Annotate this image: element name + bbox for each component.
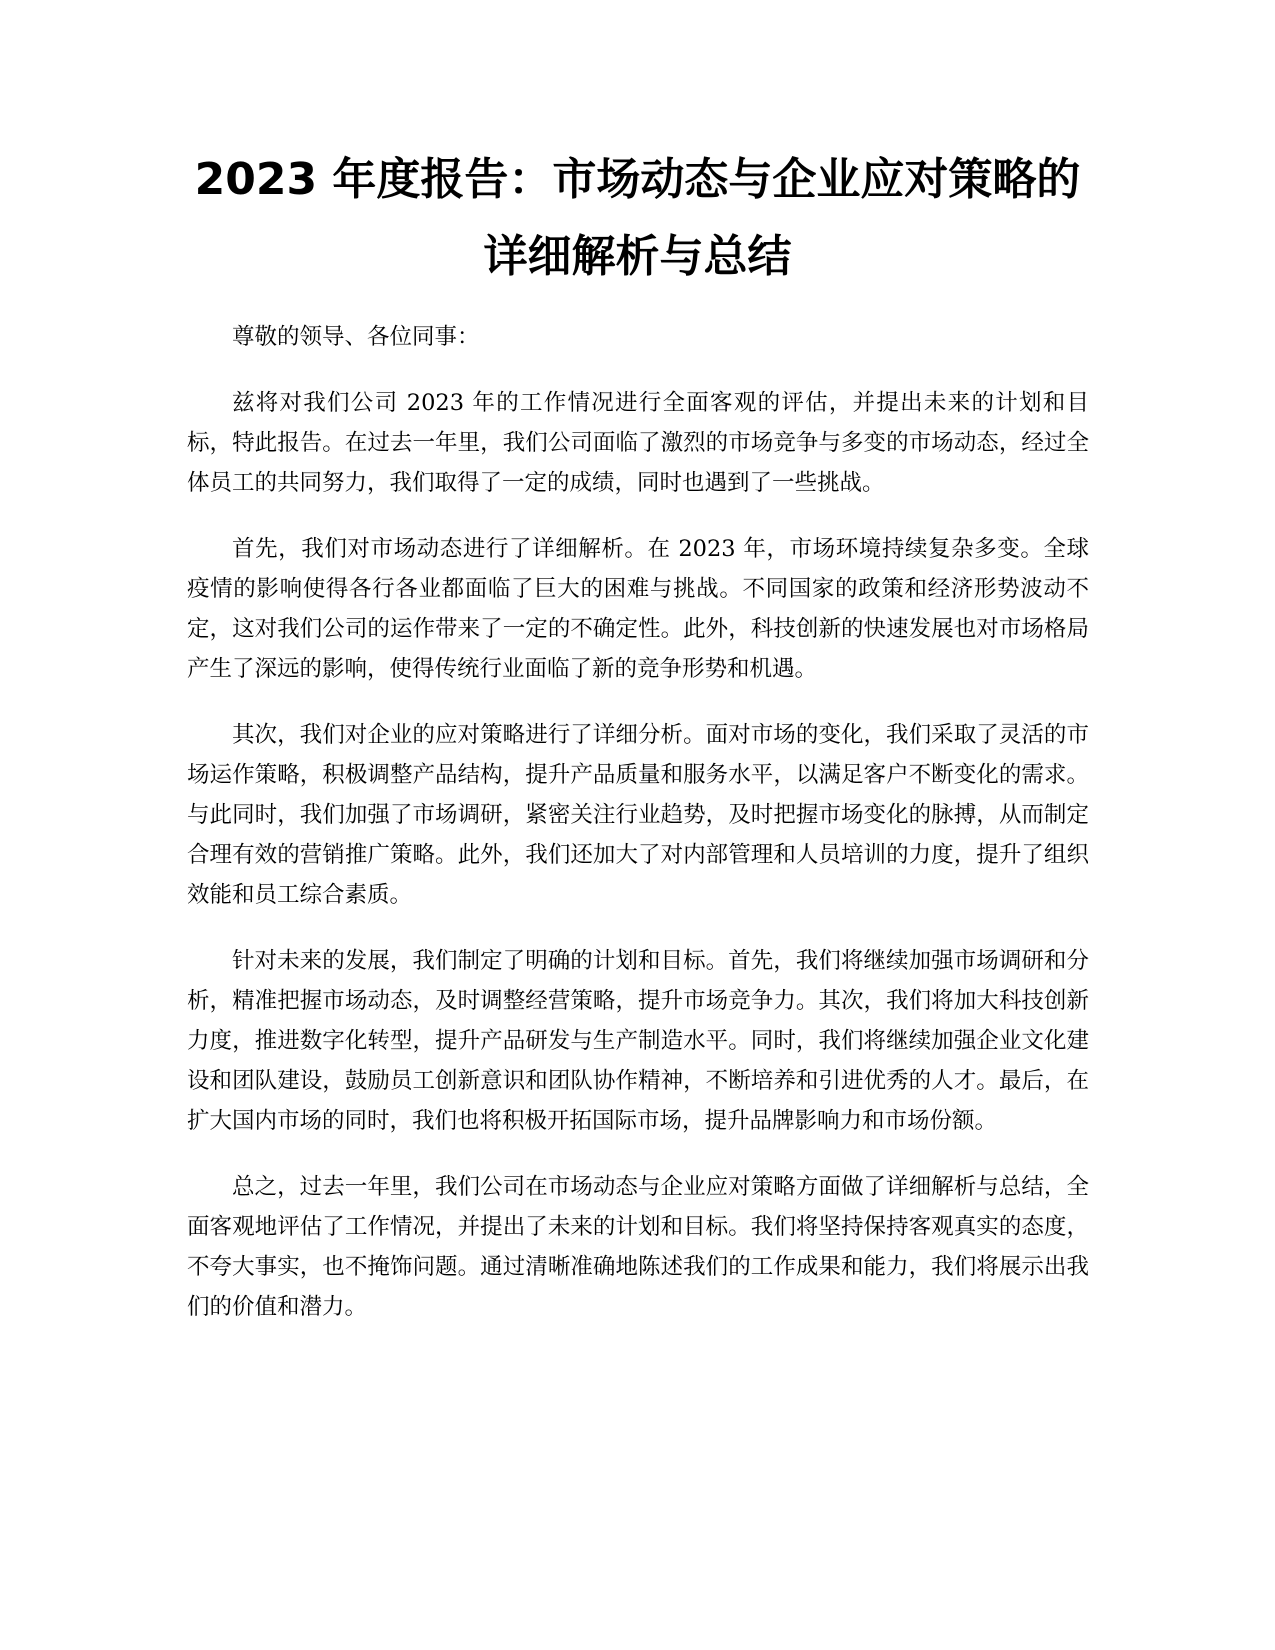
document-title-line-2: 详细解析与总结 [483, 231, 792, 282]
market-analysis-paragraph: 首先，我们对市场动态进行了详细解析。在 2023 年，市场环境持续复杂多变。全球疫情的影响使得各行各业都面临了巨大的困难与挑战。不同国家的政策和经济形势波动不定，这对我们公司的运作带来了一定的不确定性。此外，科技创新的快速发展也对市场格局产生了深远的影响，使得传统行业面临了新的竞争形势和机遇。 [187, 536, 1089, 682]
intro-paragraph: 兹将对我们公司 2023 年的工作情况进行全面客观的评估，并提出未来的计划和目标，特此报告。在过去一年里，我们公司面临了激烈的市场竞争与多变的市场动态，经过全体员工的共同努力，我们取得了一定的成绩，同时也遇到了一些挑战。 [187, 390, 1089, 496]
document-body [187, 317, 1089, 1353]
document-title-line-1: 2023 年度报告：市场动态与企业应对策略的 [194, 154, 1081, 205]
future-plan-paragraph: 针对未来的发展，我们制定了明确的计划和目标。首先，我们将继续加强市场调研和分析，精准把握市场动态，及时调整经营策略，提升市场竞争力。其次，我们将加大科技创新力度，推进数字化转型，提升产品研发与生产制造水平。同时，我们将继续加强企业文化建设和团队建设，鼓励员工创新意识和团队协作精神，不断培养和引进优秀的人才。最后，在扩大国内市场的同时，我们也将积极开拓国际市场，提升品牌影响力和市场份额。 [187, 948, 1089, 1134]
strategy-paragraph: 其次，我们对企业的应对策略进行了详细分析。面对市场的变化，我们采取了灵活的市场运作策略，积极调整产品结构，提升产品质量和服务水平，以满足客户不断变化的需求。与此同时，我们加强了市场调研，紧密关注行业趋势，及时把握市场变化的脉搏，从而制定合理有效的营销推广策略。此外，我们还加大了对内部管理和人员培训的力度，提升了组织效能和员工综合素质。 [187, 722, 1089, 908]
salutation-paragraph: 尊敬的领导、各位同事： [232, 324, 480, 350]
conclusion-paragraph: 总之，过去一年里，我们公司在市场动态与企业应对策略方面做了详细解析与总结，全面客观地评估了工作情况，并提出了未来的计划和目标。我们将坚持保持客观真实的态度，不夸大事实，也不掩饰问题。通过清晰准确地陈述我们的工作成果和能力，我们将展示出我们的价值和潜力。 [187, 1174, 1089, 1320]
